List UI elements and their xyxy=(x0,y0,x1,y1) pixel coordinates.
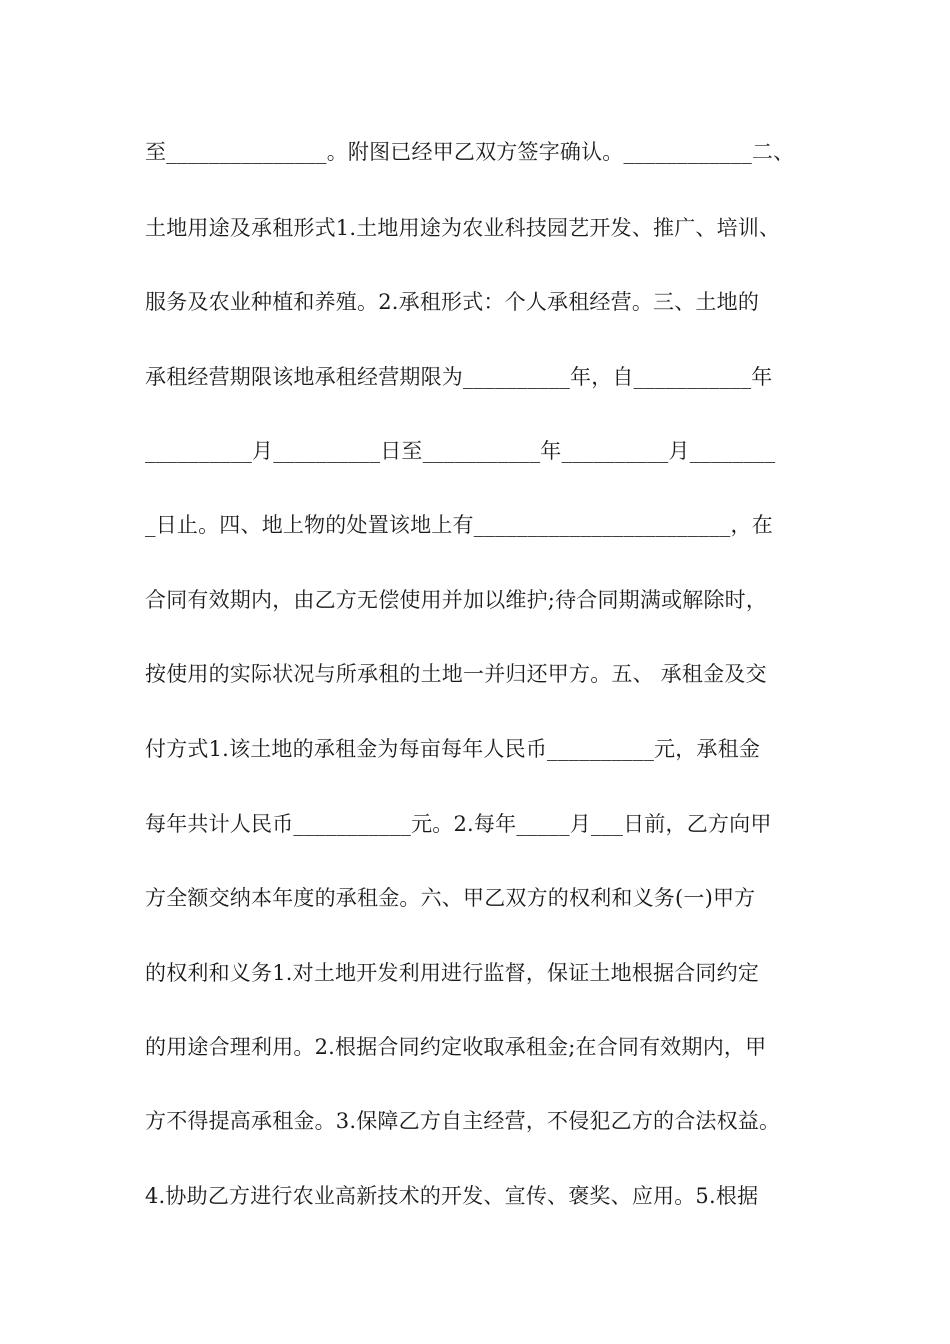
text-line: 每年共计人民币___________元。2.每年_____月___日前，乙方向甲 xyxy=(145,812,772,836)
text-line: 的权利和义务1.对土地开发利用进行监督，保证土地根据合同约定 xyxy=(145,961,760,985)
text-line: 方不得提高承租金。3.保障乙方自主经营，不侵犯乙方的合法权益。 xyxy=(145,1109,781,1133)
text-line: 服务及农业种植和养殖。2.承租形式：个人承租经营。三、土地的 xyxy=(145,290,760,314)
text-line: 土地用途及承租形式1.土地用途为农业科技园艺开发、推广、培训、 xyxy=(145,216,781,240)
text-line: 付方式1.该土地的承租金为每亩每年人民币__________元，承租金 xyxy=(145,737,761,761)
text-line: __________月__________日至___________年__________月________ xyxy=(145,439,776,463)
text-line: 4.协助乙方进行农业高新技术的开发、宣传、褒奖、应用。5.根据 xyxy=(145,1184,759,1208)
text-line: _日止。四、地上物的处置该地上有________________________，在 xyxy=(145,513,773,537)
text-line: 合同有效期内，由乙方无偿使用并加以维护;待合同期满或解除时， xyxy=(145,588,768,612)
text-line: 按使用的实际状况与所承租的土地一并归还甲方。五、 承租金及交 xyxy=(145,662,767,686)
text-line: 方全额交纳本年度的承租金。六、甲乙双方的权利和义务(一)甲方 xyxy=(145,886,756,910)
text-line: 承租经营期限该地承租经营期限为__________年，自___________年 xyxy=(145,365,773,389)
text-line: 的用途合理利用。2.根据合同约定收取承租金;在合同有效期内，甲 xyxy=(145,1035,767,1059)
text-line: 至_______________。附图已经甲乙双方签字确认。____________二、 xyxy=(145,140,795,164)
